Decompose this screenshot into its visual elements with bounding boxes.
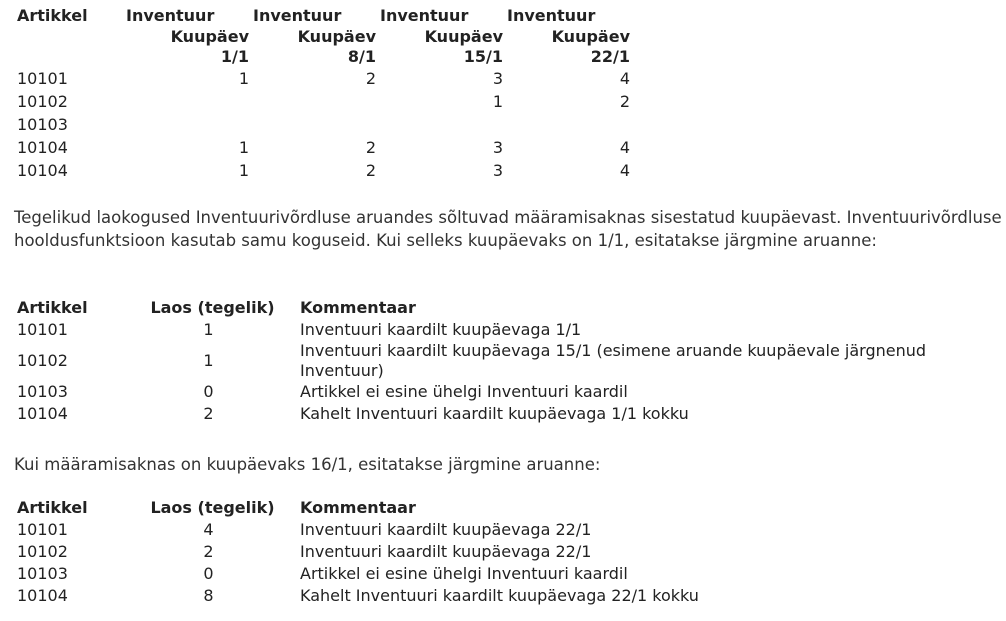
table-cell: Inventuuri kaardilt kuupäevaga 1/1 <box>300 320 582 339</box>
table-cell: 2 <box>365 161 376 180</box>
table-cell: 10104 <box>17 161 68 180</box>
table-cell: 3 <box>492 161 503 180</box>
table-row <box>14 319 1000 341</box>
table-cell: Kahelt Inventuuri kaardilt kuupäevaga 22/1 kokku <box>300 586 699 605</box>
table-cell: 2 <box>365 69 376 88</box>
table-cell: 4 <box>619 161 630 180</box>
table-cell: 10101 <box>17 69 68 88</box>
table-header-row <box>14 497 1000 519</box>
table-cell: 3 <box>492 138 503 157</box>
table-cell: 4 <box>203 520 214 539</box>
table-cell: 10101 <box>17 320 68 339</box>
table-cell: 10102 <box>17 92 68 111</box>
column-header: Artikkel <box>17 498 88 517</box>
table-row <box>14 159 630 182</box>
inventory-dates-table <box>14 4 630 182</box>
table-cell: 8 <box>203 586 214 605</box>
column-header: Inventuur <box>253 6 342 25</box>
column-header: Kuupäev <box>424 27 503 46</box>
table-header-row <box>14 47 630 67</box>
column-header <box>14 27 122 47</box>
table-cell: 2 <box>203 542 214 561</box>
table-cell: 10104 <box>17 586 68 605</box>
column-header: 22/1 <box>590 47 630 66</box>
column-header: Inventuur <box>380 6 469 25</box>
table-header-row <box>14 4 630 27</box>
report-table-date-1-1 <box>14 297 1000 425</box>
table-cell <box>249 90 376 113</box>
table-cell: 1 <box>238 69 249 88</box>
table-cell: 10103 <box>17 115 68 134</box>
table-cell: 10101 <box>17 520 68 539</box>
table-cell: 0 <box>203 564 214 583</box>
table-cell: 10104 <box>17 138 68 157</box>
column-header: Artikkel <box>17 6 88 25</box>
column-header <box>14 47 122 67</box>
table-cell: 2 <box>203 404 214 423</box>
explanation-paragraph: Tegelikud laokogused Inventuurivõrdluse aruandes sõltuvad määramisaknas sisestatud kuupäevast. Inventuurivõrdluse hooldusfunktsioon kasutab samu koguseid. Kui selleks kuupäevaks on 1/1, esitatakse järgmine aruanne: <box>14 208 1002 250</box>
table-cell: 1 <box>238 161 249 180</box>
table-cell <box>503 113 630 136</box>
table-row <box>14 519 1000 541</box>
table-cell: 1 <box>238 138 249 157</box>
report-table-date-16-1 <box>14 497 1000 607</box>
table-header-row <box>14 297 1000 319</box>
table-row <box>14 67 630 90</box>
column-header: Inventuur <box>126 6 215 25</box>
column-header: 1/1 <box>220 47 249 66</box>
table-cell: 4 <box>619 138 630 157</box>
table-cell: 1 <box>492 92 503 111</box>
table-cell: 10102 <box>17 351 68 370</box>
column-header: Kuupäev <box>297 27 376 46</box>
column-header: 15/1 <box>463 47 503 66</box>
table-cell <box>249 113 376 136</box>
table-cell: 3 <box>492 69 503 88</box>
table-cell: Artikkel ei esine ühelgi Inventuuri kaardil <box>300 564 628 583</box>
table-cell: 10104 <box>17 404 68 423</box>
column-header: Artikkel <box>17 298 88 317</box>
table-cell: Artikkel ei esine ühelgi Inventuuri kaardil <box>300 382 628 401</box>
table-cell: 0 <box>203 382 214 401</box>
table-cell: 4 <box>619 69 630 88</box>
table-cell <box>122 113 249 136</box>
table-row <box>14 563 1000 585</box>
column-header: Inventuur <box>507 6 596 25</box>
table-cell: Kahelt Inventuuri kaardilt kuupäevaga 1/1 kokku <box>300 404 689 423</box>
table-cell: 2 <box>619 92 630 111</box>
table-cell: 1 <box>203 351 214 370</box>
table-row <box>14 136 630 159</box>
table-row <box>14 341 1000 381</box>
column-header: Kommentaar <box>300 498 416 517</box>
column-header: Kuupäev <box>551 27 630 46</box>
table-row <box>14 585 1000 607</box>
table-row <box>14 403 1000 425</box>
table-cell: 2 <box>365 138 376 157</box>
column-header: Kommentaar <box>300 298 416 317</box>
column-header: Laos (tegelik) <box>150 298 275 317</box>
table-cell: 10102 <box>17 542 68 561</box>
table-row <box>14 113 630 136</box>
table-cell: 10103 <box>17 564 68 583</box>
table-cell: Inventuuri kaardilt kuupäevaga 15/1 (esimene aruande kuupäevale järgnenud Inventuur) <box>300 341 927 380</box>
table-cell: Inventuuri kaardilt kuupäevaga 22/1 <box>300 520 592 539</box>
table-header-row <box>14 27 630 47</box>
table-cell: 1 <box>203 320 214 339</box>
explanation-paragraph: Kui määramisaknas on kuupäevaks 16/1, esitatakse järgmine aruanne: <box>14 455 601 474</box>
table-row <box>14 381 1000 403</box>
table-cell <box>376 113 503 136</box>
table-cell: 10103 <box>17 382 68 401</box>
table-row <box>14 541 1000 563</box>
table-cell: Inventuuri kaardilt kuupäevaga 22/1 <box>300 542 592 561</box>
column-header: 8/1 <box>347 47 376 66</box>
table-row <box>14 90 630 113</box>
column-header: Kuupäev <box>170 27 249 46</box>
column-header: Laos (tegelik) <box>150 498 275 517</box>
table-cell <box>122 90 249 113</box>
